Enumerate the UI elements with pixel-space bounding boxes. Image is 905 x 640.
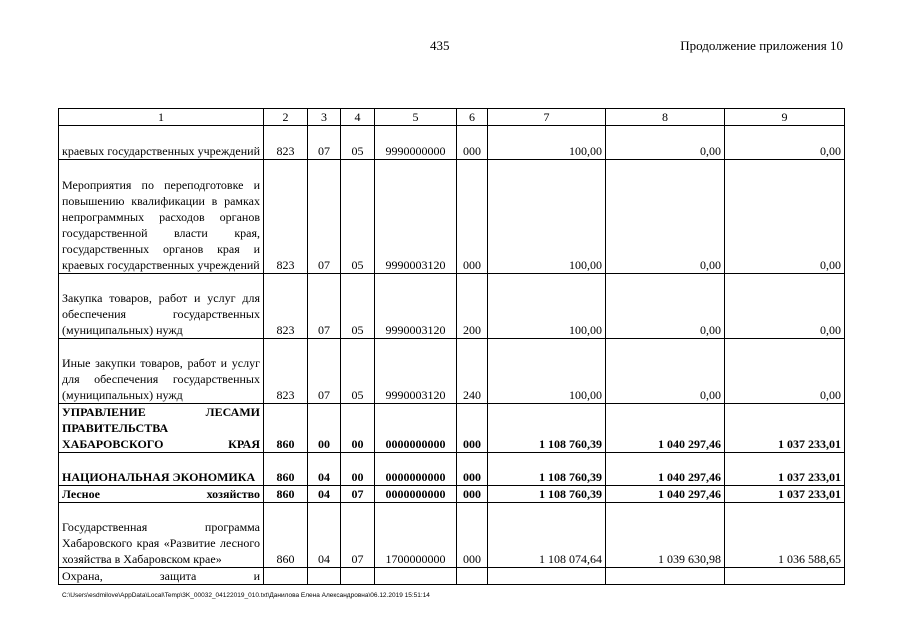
amount-2020-cell: 1 108 074,64 <box>488 503 606 568</box>
target-item-cell: 1700000000 <box>375 503 457 568</box>
expense-type-cell: 000 <box>457 404 488 453</box>
amount-2022-cell: 0,00 <box>725 339 845 404</box>
amount-2020-cell: 100,00 <box>488 126 606 160</box>
chapter-code-cell: 860 <box>264 503 308 568</box>
amount-2020-cell: 1 108 760,39 <box>488 486 606 503</box>
subsection-cell: 07 <box>341 486 375 503</box>
subsection-cell <box>341 568 375 585</box>
table-row <box>59 126 845 160</box>
header-cell: 5 <box>375 109 457 126</box>
row-name-cell: НАЦИОНАЛЬНАЯ ЭКОНОМИКА <box>59 453 264 486</box>
section-cell: 04 <box>308 486 341 503</box>
chapter-code-cell: 860 <box>264 404 308 453</box>
chapter-code-cell: 823 <box>264 274 308 339</box>
amount-2022-cell: 0,00 <box>725 126 845 160</box>
amount-2022-cell: 1 037 233,01 <box>725 404 845 453</box>
target-item-cell: 0000000000 <box>375 486 457 503</box>
amount-2020-cell: 100,00 <box>488 274 606 339</box>
amount-2021-cell: 0,00 <box>606 339 725 404</box>
expense-type-cell: 000 <box>457 126 488 160</box>
table-body <box>59 109 845 585</box>
row-name-cell: Закупка товаров, работ и услуг для обеспечения государственных (муниципальных) нужд <box>59 274 264 339</box>
expense-type-cell: 200 <box>457 274 488 339</box>
row-name-cell: Иные закупки товаров, работ и услуг для обеспечения государственных (муниципальных) нужд <box>59 339 264 404</box>
amount-2020-cell <box>488 568 606 585</box>
header-cell: 4 <box>341 109 375 126</box>
row-name-cell: Лесное хозяйство <box>59 486 264 503</box>
table-row <box>59 274 845 339</box>
table-row <box>59 453 845 486</box>
row-name-cell: краевых государственных учреждений <box>59 126 264 160</box>
target-item-cell: 0000000000 <box>375 453 457 486</box>
amount-2022-cell: 1 037 233,01 <box>725 486 845 503</box>
amount-2021-cell: 1 040 297,46 <box>606 404 725 453</box>
target-item-cell: 0000000000 <box>375 404 457 453</box>
chapter-code-cell <box>264 568 308 585</box>
amount-2020-cell: 100,00 <box>488 339 606 404</box>
subsection-cell: 07 <box>341 503 375 568</box>
expense-type-cell: 240 <box>457 339 488 404</box>
amount-2021-cell: 1 039 630,98 <box>606 503 725 568</box>
chapter-code-cell: 823 <box>264 126 308 160</box>
amount-2021-cell: 0,00 <box>606 126 725 160</box>
expense-type-cell <box>457 568 488 585</box>
header-cell: 3 <box>308 109 341 126</box>
table-header-row <box>59 109 845 126</box>
amount-2020-cell: 1 108 760,39 <box>488 453 606 486</box>
header-cell: 2 <box>264 109 308 126</box>
row-name-cell: Охрана, защита и <box>59 568 264 585</box>
row-name-cell: Мероприятия по переподготовке и повышению квалификации в рамках непрограммных расходов органов государственной власти края, государственных органов края и краевых государственных учреждений <box>59 160 264 274</box>
amount-2021-cell <box>606 568 725 585</box>
subsection-cell: 05 <box>341 274 375 339</box>
section-cell: 07 <box>308 339 341 404</box>
expense-type-cell: 000 <box>457 453 488 486</box>
amount-2022-cell <box>725 568 845 585</box>
target-item-cell: 9990000000 <box>375 126 457 160</box>
section-cell: 07 <box>308 126 341 160</box>
chapter-code-cell: 860 <box>264 453 308 486</box>
table-row <box>59 503 845 568</box>
subsection-cell: 05 <box>341 126 375 160</box>
section-cell: 07 <box>308 160 341 274</box>
table-row <box>59 339 845 404</box>
section-cell <box>308 568 341 585</box>
footer-file-path: C:\Users\esdmilove\AppData\Local\Temp\3K_00032_04122019_010.txt\Данилова Елена Александровна\06.12.2019 15:51:14 <box>62 592 430 599</box>
subsection-cell: 05 <box>341 339 375 404</box>
section-cell: 04 <box>308 453 341 486</box>
header-cell: 6 <box>457 109 488 126</box>
budget-table <box>58 108 845 585</box>
subsection-cell: 05 <box>341 160 375 274</box>
header-cell: 7 <box>488 109 606 126</box>
amount-2022-cell: 1 037 233,01 <box>725 453 845 486</box>
table-row <box>59 404 845 453</box>
expense-type-cell: 000 <box>457 486 488 503</box>
table-row <box>59 486 845 503</box>
amount-2022-cell: 1 036 588,65 <box>725 503 845 568</box>
target-item-cell: 9990003120 <box>375 274 457 339</box>
target-item-cell <box>375 568 457 585</box>
section-cell: 07 <box>308 274 341 339</box>
table-row <box>59 568 845 585</box>
expense-type-cell: 000 <box>457 503 488 568</box>
header-cell: 9 <box>725 109 845 126</box>
amount-2020-cell: 1 108 760,39 <box>488 404 606 453</box>
row-name-cell: Государственная программа Хабаровского края «Развитие лесного хозяйства в Хабаровском крае» <box>59 503 264 568</box>
subsection-cell: 00 <box>341 404 375 453</box>
amount-2021-cell: 0,00 <box>606 274 725 339</box>
amount-2022-cell: 0,00 <box>725 160 845 274</box>
expense-type-cell: 000 <box>457 160 488 274</box>
chapter-code-cell: 823 <box>264 160 308 274</box>
amount-2021-cell: 1 040 297,46 <box>606 453 725 486</box>
amount-2022-cell: 0,00 <box>725 274 845 339</box>
section-cell: 00 <box>308 404 341 453</box>
header-cell: 1 <box>59 109 264 126</box>
target-item-cell: 9990003120 <box>375 160 457 274</box>
page-number: 435 <box>430 38 450 53</box>
target-item-cell: 9990003120 <box>375 339 457 404</box>
header-cell: 8 <box>606 109 725 126</box>
amount-2020-cell: 100,00 <box>488 160 606 274</box>
row-name-cell: УПРАВЛЕНИЕ ЛЕСАМИ ПРАВИТЕЛЬСТВА ХАБАРОВСКОГО КРАЯ <box>59 404 264 453</box>
section-cell: 04 <box>308 503 341 568</box>
amount-2021-cell: 1 040 297,46 <box>606 486 725 503</box>
chapter-code-cell: 823 <box>264 339 308 404</box>
chapter-code-cell: 860 <box>264 486 308 503</box>
amount-2021-cell: 0,00 <box>606 160 725 274</box>
table-row <box>59 160 845 274</box>
continuation-label: Продолжение приложения 10 <box>680 38 843 53</box>
subsection-cell: 00 <box>341 453 375 486</box>
